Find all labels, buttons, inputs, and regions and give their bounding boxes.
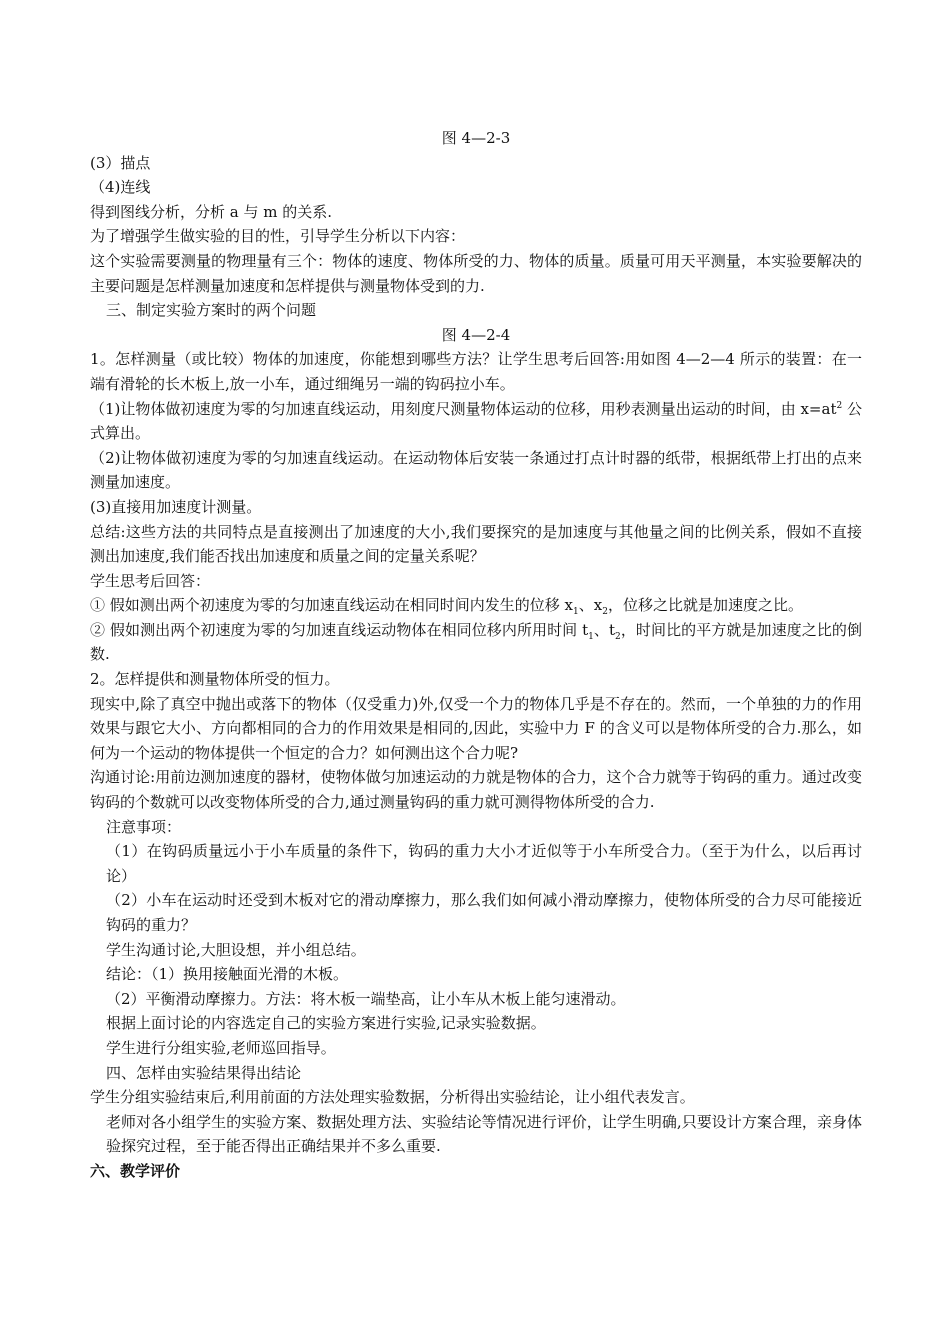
answer-2-text: ② 假如测出两个初速度为零的匀加速直线运动物体在相同位移内所用时间 t <box>90 620 589 639</box>
answer-1 <box>90 593 862 618</box>
method-1-text: （1)让物体做初速度为零的匀加速直线运动，用刻度尺测量物体运动的位移，用秒表测量出运动的时间，由 x=at <box>90 399 837 418</box>
notes-heading: 注意事项： <box>106 817 182 836</box>
method-1 <box>90 397 862 446</box>
paragraph-choose-plan: 根据上面讨论的内容选定自己的实验方案进行实验,记录实验数据。 <box>106 1014 546 1033</box>
section-heading-4: 四、怎样由实验结果得出结论 <box>106 1063 302 1082</box>
paragraph-discussion: 沟通讨论:用前边测加速度的器材，使物体做匀加速运动的力就是物体的合力，这个合力就等于钩码的重力。通过改变钩码的个数就可以改变物体所受的合力,通过测量钩码的重力就可测得物体所受的合力. <box>90 768 862 812</box>
conclusion-1: 结论：（1）换用接触面光滑的木板。 <box>106 965 349 984</box>
paragraph-summary: 总结:这些方法的共同特点是直接测出了加速度的大小,我们要探究的是加速度与其他量之间的比例关系，假如不直接测出加速度,我们能否找出加速度和质量之间的定量关系呢？ <box>90 522 862 566</box>
step-plot-points: (3）描点 <box>90 153 151 172</box>
method-2: （2)让物体做初速度为零的匀加速直线运动。在运动物体后安装一条通过打点计时器的纸带，根据纸带上打出的点来测量加速度。 <box>90 448 862 492</box>
answer-1-mid: 、x <box>578 596 603 615</box>
paragraph-graph-analysis: 得到图线分析，分析 a 与 m 的关系. <box>90 202 333 221</box>
paragraph-group-experiment: 学生进行分组实验,老师巡回指导。 <box>106 1038 336 1057</box>
answer-2-tail: ，时间比的平方就是加速度之比的倒数. <box>90 620 862 664</box>
superscript: 2 <box>836 400 843 411</box>
method-1-tail: 公式算出。 <box>90 399 862 443</box>
subscript: 2 <box>615 631 621 642</box>
document-body <box>90 126 862 1184</box>
figure-caption-4-2-3: 图 4—2-3 <box>441 129 511 147</box>
method-3: (3)直接用加速度计测量。 <box>90 497 262 516</box>
answer-1-tail: ，位移之比就是加速度之比。 <box>607 596 803 615</box>
answer-2 <box>90 618 862 667</box>
paragraph-quantities: 这个实验需要测量的物理量有三个：物体的速度、物体所受的力、物体的质量。质量可用天平测量，本实验要解决的主要问题是怎样测量加速度和怎样提供与测量物体受到的力. <box>90 251 862 295</box>
question-1: 1。怎样测量（或比较）物体的加速度，你能想到哪些方法？让学生思考后回答:用如图 4—2—4 所示的装置：在一端有滑轮的长木板上,放一小车，通过细绳另一端的钩码拉小车。 <box>90 350 862 393</box>
student-answer-label: 学生思考后回答： <box>90 571 211 590</box>
paragraph-reality: 现实中,除了真空中抛出或落下的物体（仅受重力)外,仅受一个力的物体几乎是不存在的。然而，一个单独的力的作用效果与跟它大小、方向都相同的合力的作用效果是相同的,因此，实验中力 F 的含义可以是物体所受的合力.那么，如何为一个运动的物体提供一个恒定的合力？如何测出这个合力呢? <box>90 694 862 762</box>
figure-caption-4-2-4: 图 4—2-4 <box>441 325 511 344</box>
paragraph-guide: 为了增强学生做实验的目的性，引导学生分析以下内容： <box>90 227 466 246</box>
conclusion-2: （2）平衡滑动摩擦力。方法：将木板一端垫高，让小车从木板上能匀速滑动。 <box>106 989 626 1008</box>
note-1: （1）在钩码质量远小于小车质量的条件下，钩码的重力大小才近似等于小车所受合力。（至于为什么，以后再讨论） <box>106 842 862 885</box>
note-2: （2）小车在运动时还受到木板对它的滑动摩擦力，那么我们如何减小滑动摩擦力，使物体所受的合力尽可能接近钩码的重力？ <box>106 891 862 934</box>
paragraph-group-discuss: 学生沟通讨论,大胆设想，并小组总结。 <box>106 940 366 959</box>
answer-1-text: ① 假如测出两个初速度为零的匀加速直线运动在相同时间内发生的位移 x <box>90 596 573 615</box>
paragraph-process: 学生分组实验结束后,利用前面的方法处理实验数据，分析得出实验结论，让小组代表发言。 <box>90 1088 695 1107</box>
section-heading-6: 六、教学评价 <box>90 1161 181 1180</box>
paragraph-teacher-evaluation: 老师对各小组学生的实验方案、数据处理方法、实验结论等情况进行评价，让学生明确,只要设计方案合理，亲身体验探究过程，至于能否得出正确结果并不多么重要. <box>106 1112 862 1156</box>
question-2: 2。怎样提供和测量物体所受的恒力。 <box>90 670 340 689</box>
section-heading-3: 三、制定实验方案时的两个问题 <box>106 301 317 320</box>
step-connect-line: （4)连线 <box>90 178 151 197</box>
subscript: 1 <box>573 607 579 618</box>
subscript: 1 <box>588 631 594 642</box>
subscript: 2 <box>602 607 608 618</box>
answer-2-mid: 、t <box>593 620 616 639</box>
